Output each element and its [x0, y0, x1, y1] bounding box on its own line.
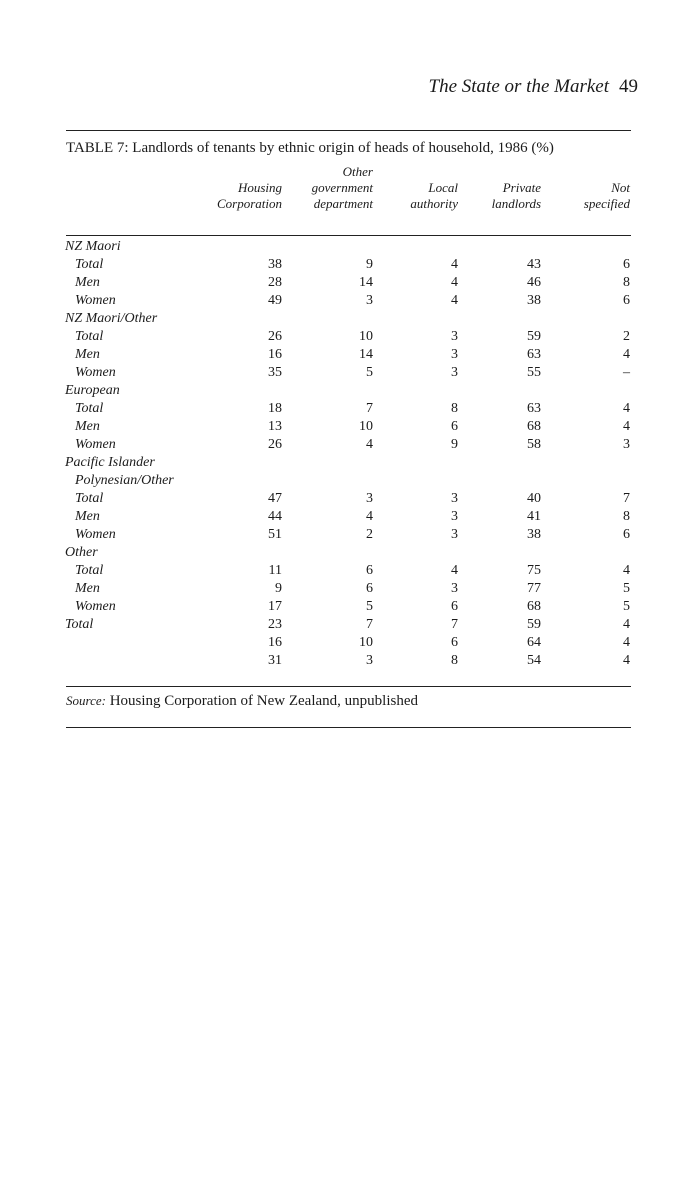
table-row: [0, 274, 700, 292]
cell-private-landlords: 68: [527, 419, 541, 434]
cell-local-authority: 9: [451, 437, 458, 452]
cell-private-landlords: 59: [527, 617, 541, 632]
table-row: [0, 238, 700, 256]
cell-local-authority: 3: [451, 509, 458, 524]
cell-local-authority: 3: [451, 347, 458, 362]
cell-local-authority: 4: [451, 257, 458, 272]
table-row: [0, 256, 700, 274]
cell-private-landlords: 63: [527, 347, 541, 362]
table-row: [0, 292, 700, 310]
cell-private-landlords: 43: [527, 257, 541, 272]
table-row: [0, 526, 700, 544]
column-header-line: Local: [428, 180, 458, 195]
cell-other-government-department: 4: [366, 509, 373, 524]
cell-private-landlords: 38: [527, 293, 541, 308]
cell-not-specified: 4: [623, 617, 630, 632]
table-row: [0, 328, 700, 346]
cell-other-government-department: 9: [366, 257, 373, 272]
cell-private-landlords: 59: [527, 329, 541, 344]
cell-local-authority: 3: [451, 491, 458, 506]
table-row: [0, 508, 700, 526]
row-label: Total: [65, 617, 94, 632]
cell-other-government-department: 10: [359, 329, 373, 344]
cell-private-landlords: 63: [527, 401, 541, 416]
cell-housing-corporation: 47: [268, 491, 282, 506]
top-rule: [66, 130, 631, 131]
cell-not-specified: 4: [623, 347, 630, 362]
row-label: Men: [75, 275, 100, 290]
cell-not-specified: 8: [623, 509, 630, 524]
cell-other-government-department: 14: [359, 347, 373, 362]
running-head-title: The State or the Market: [428, 76, 609, 97]
table-row: [0, 472, 700, 490]
row-label: Women: [75, 365, 116, 380]
cell-housing-corporation: 18: [268, 401, 282, 416]
row-label: Other: [65, 545, 98, 560]
table-row: [0, 436, 700, 454]
cell-not-specified: 4: [623, 635, 630, 650]
cell-housing-corporation: 26: [268, 329, 282, 344]
cell-housing-corporation: 23: [268, 617, 282, 632]
row-label: Men: [75, 419, 100, 434]
source-note: [66, 693, 418, 710]
row-label: NZ Maori/Other: [65, 311, 158, 326]
cell-other-government-department: 4: [366, 437, 373, 452]
cell-housing-corporation: 16: [268, 347, 282, 362]
cell-housing-corporation: 9: [275, 581, 282, 596]
table-row: [0, 616, 700, 634]
cell-housing-corporation: 35: [268, 365, 282, 380]
cell-housing-corporation: 49: [268, 293, 282, 308]
table-row: [0, 634, 700, 652]
table-row: [0, 598, 700, 616]
row-label: Women: [75, 527, 116, 542]
cell-not-specified: 4: [623, 653, 630, 668]
column-header-line: department: [313, 196, 373, 211]
cell-local-authority: 4: [451, 293, 458, 308]
row-label: Men: [75, 347, 100, 362]
running-head: [429, 76, 638, 98]
cell-other-government-department: 3: [366, 491, 373, 506]
cell-housing-corporation: 31: [268, 653, 282, 668]
cell-other-government-department: 7: [366, 617, 373, 632]
cell-private-landlords: 58: [527, 437, 541, 452]
cell-not-specified: 7: [623, 491, 630, 506]
cell-not-specified: 6: [623, 527, 630, 542]
cell-other-government-department: 14: [359, 275, 373, 290]
row-label: Men: [75, 509, 100, 524]
row-label: Women: [75, 599, 116, 614]
row-label: Polynesian/Other: [75, 473, 174, 488]
table-row: [0, 346, 700, 364]
cell-private-landlords: 55: [527, 365, 541, 380]
table-row: [0, 544, 700, 562]
cell-other-government-department: 6: [366, 581, 373, 596]
column-header-not-specified: [584, 180, 630, 212]
column-header-line: government: [311, 180, 373, 195]
end-rule: [66, 727, 631, 728]
table-row: [0, 490, 700, 508]
cell-housing-corporation: 51: [268, 527, 282, 542]
cell-not-specified: 6: [623, 293, 630, 308]
cell-local-authority: 4: [451, 563, 458, 578]
column-header-line: Private: [502, 180, 541, 195]
cell-housing-corporation: 11: [268, 563, 282, 578]
column-header-line: Housing: [237, 180, 282, 195]
cell-not-specified: 5: [623, 581, 630, 596]
cell-private-landlords: 54: [527, 653, 541, 668]
column-header-line: authority: [410, 196, 458, 211]
column-header-private-landlords: [492, 180, 541, 212]
source-text: Housing Corporation of New Zealand, unpublished: [109, 693, 418, 709]
cell-housing-corporation: 38: [268, 257, 282, 272]
table-row: [0, 400, 700, 418]
cell-other-government-department: 5: [366, 365, 373, 380]
cell-other-government-department: 3: [366, 293, 373, 308]
cell-local-authority: 6: [451, 635, 458, 650]
column-header-line: landlords: [491, 196, 541, 211]
page-number: 49: [619, 76, 638, 97]
cell-local-authority: 3: [451, 365, 458, 380]
cell-not-specified: –: [623, 365, 630, 380]
row-label: Pacific Islander: [65, 455, 155, 470]
cell-other-government-department: 5: [366, 599, 373, 614]
table-caption: TABLE 7: Landlords of tenants by ethnic origin of heads of household, 1986 (%): [66, 140, 554, 156]
table-row: [0, 652, 700, 670]
row-label: Total: [75, 563, 104, 578]
row-label: European: [65, 383, 120, 398]
cell-not-specified: 5: [623, 599, 630, 614]
row-label: Total: [75, 401, 104, 416]
cell-not-specified: 4: [623, 563, 630, 578]
cell-local-authority: 3: [451, 329, 458, 344]
column-header-line: Not: [611, 180, 630, 195]
column-header-line: specified: [583, 196, 630, 211]
row-label: NZ Maori: [65, 239, 121, 254]
cell-housing-corporation: 28: [268, 275, 282, 290]
row-label: Men: [75, 581, 100, 596]
cell-local-authority: 3: [451, 581, 458, 596]
cell-other-government-department: 10: [359, 419, 373, 434]
row-label: Women: [75, 437, 116, 452]
cell-not-specified: 6: [623, 257, 630, 272]
cell-local-authority: 8: [451, 401, 458, 416]
column-header-other-government-department: [312, 164, 373, 212]
row-label: Total: [75, 257, 104, 272]
cell-not-specified: 4: [623, 401, 630, 416]
cell-other-government-department: 10: [359, 635, 373, 650]
column-header-line: Other: [342, 164, 373, 179]
cell-local-authority: 4: [451, 275, 458, 290]
cell-not-specified: 4: [623, 419, 630, 434]
table-row: [0, 454, 700, 472]
row-label: Total: [75, 329, 104, 344]
column-header-housing-corporation: [217, 180, 282, 212]
cell-housing-corporation: 16: [268, 635, 282, 650]
table-row: [0, 364, 700, 382]
row-label: Women: [75, 293, 116, 308]
column-header-local-authority: [410, 180, 458, 212]
cell-local-authority: 3: [451, 527, 458, 542]
cell-private-landlords: 64: [527, 635, 541, 650]
table-row: [0, 382, 700, 400]
source-label: Source:: [66, 693, 106, 708]
row-label: Total: [75, 491, 104, 506]
table-row: [0, 418, 700, 436]
cell-private-landlords: 68: [527, 599, 541, 614]
table-row: [0, 310, 700, 328]
cell-not-specified: 2: [623, 329, 630, 344]
table-row: [0, 562, 700, 580]
cell-local-authority: 8: [451, 653, 458, 668]
cell-other-government-department: 2: [366, 527, 373, 542]
header-rule: [66, 235, 631, 236]
cell-housing-corporation: 44: [268, 509, 282, 524]
cell-local-authority: 7: [451, 617, 458, 632]
table-row: [0, 580, 700, 598]
cell-local-authority: 6: [451, 599, 458, 614]
cell-private-landlords: 75: [527, 563, 541, 578]
cell-private-landlords: 77: [527, 581, 541, 596]
cell-other-government-department: 6: [366, 563, 373, 578]
cell-not-specified: 8: [623, 275, 630, 290]
cell-private-landlords: 38: [527, 527, 541, 542]
column-header-line: Corporation: [216, 196, 282, 211]
cell-other-government-department: 7: [366, 401, 373, 416]
cell-private-landlords: 41: [527, 509, 541, 524]
cell-housing-corporation: 26: [268, 437, 282, 452]
cell-not-specified: 3: [623, 437, 630, 452]
cell-local-authority: 6: [451, 419, 458, 434]
cell-private-landlords: 40: [527, 491, 541, 506]
cell-private-landlords: 46: [527, 275, 541, 290]
bottom-rule: [66, 686, 631, 687]
cell-housing-corporation: 13: [268, 419, 282, 434]
cell-housing-corporation: 17: [268, 599, 282, 614]
cell-other-government-department: 3: [366, 653, 373, 668]
